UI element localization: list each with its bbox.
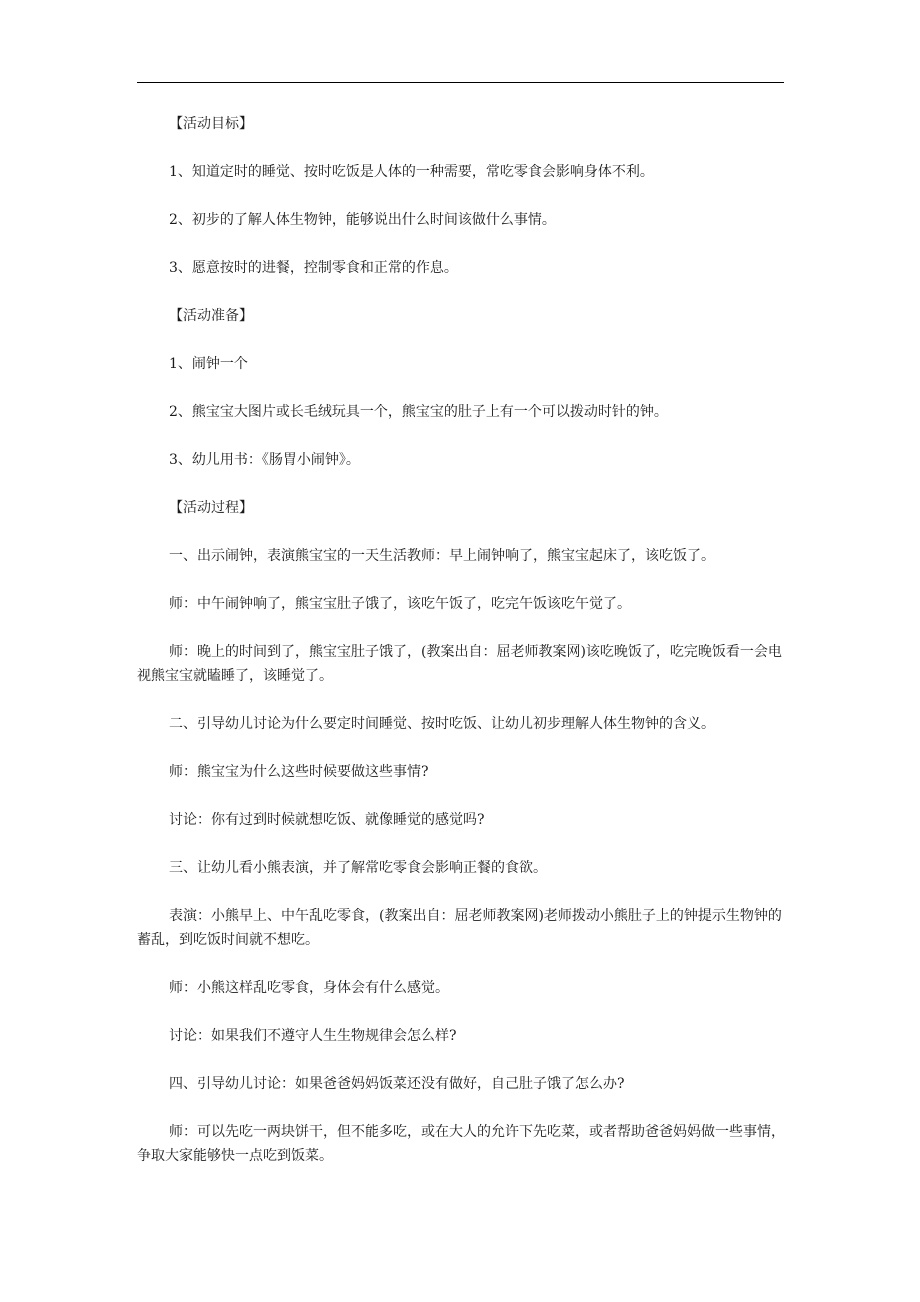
process-paragraph: 表演：小熊早上、中午乱吃零食，(教案出自：屈老师教案网)老师拨动小熊肚子上的钟提示生物钟的蓄乱，到吃饭时间就不想吃。 (137, 908, 782, 948)
process-step: 二、引导幼儿讨论为什么要定时间睡觉、按时吃饭、让幼儿初步理解人体生物钟的含义。 (169, 716, 715, 732)
preparation-item: 1、闹钟一个 (169, 356, 248, 372)
process-step: 三、让幼儿看小熊表演，并了解常吃零食会影响正餐的食欲。 (169, 860, 547, 876)
document-body (137, 112, 787, 1168)
process-paragraph: 师：中午闹钟响了，熊宝宝肚子饿了，该吃午饭了，吃完午饭该吃午觉了。 (169, 596, 631, 612)
header-rule (137, 82, 784, 83)
goal-item: 2、初步的了解人体生物钟，能够说出什么时间该做什么事情。 (169, 212, 556, 228)
process-paragraph: 师：晚上的时间到了，熊宝宝肚子饿了，(教案出自：屈老师教案网)该吃晚饭了，吃完晚饭看一会电视熊宝宝就瞌睡了，该睡觉了。 (137, 644, 782, 684)
process-step: 一、出示闹钟，表演熊宝宝的一天生活教师：早上闹钟响了，熊宝宝起床了，该吃饭了。 (169, 548, 715, 564)
process-step: 四、引导幼儿讨论：如果爸爸妈妈饭菜还没有做好，自己肚子饿了怎么办? (169, 1076, 625, 1092)
goal-item: 1、知道定时的睡觉、按时吃饭是人体的一种需要，常吃零食会影响身体不利。 (169, 164, 654, 180)
section-heading-preparation: 【活动准备】 (169, 308, 253, 324)
preparation-item: 2、熊宝宝大图片或长毛绒玩具一个，熊宝宝的肚子上有一个可以拨动时针的钟。 (169, 404, 668, 420)
goal-item: 3、愿意按时的进餐，控制零食和正常的作息。 (169, 260, 458, 276)
section-heading-goals: 【活动目标】 (169, 116, 253, 132)
section-heading-process: 【活动过程】 (169, 500, 253, 516)
process-paragraph: 讨论：如果我们不遵守人生生物规律会怎么样? (169, 1028, 457, 1044)
process-paragraph: 师：可以先吃一两块饼干，但不能多吃，或在大人的允许下先吃菜，或者帮助爸爸妈妈做一些事情，争取大家能够快一点吃到饭菜。 (137, 1124, 785, 1164)
process-paragraph: 师：小熊这样乱吃零食，身体会有什么感觉。 (169, 980, 449, 996)
process-paragraph: 师：熊宝宝为什么这些时候要做这些事情? (169, 764, 429, 780)
process-paragraph: 讨论：你有过到时候就想吃饭、就像睡觉的感觉吗? (169, 812, 485, 828)
preparation-item: 3、幼儿用书：《肠胃小闹钟》。 (169, 452, 360, 468)
